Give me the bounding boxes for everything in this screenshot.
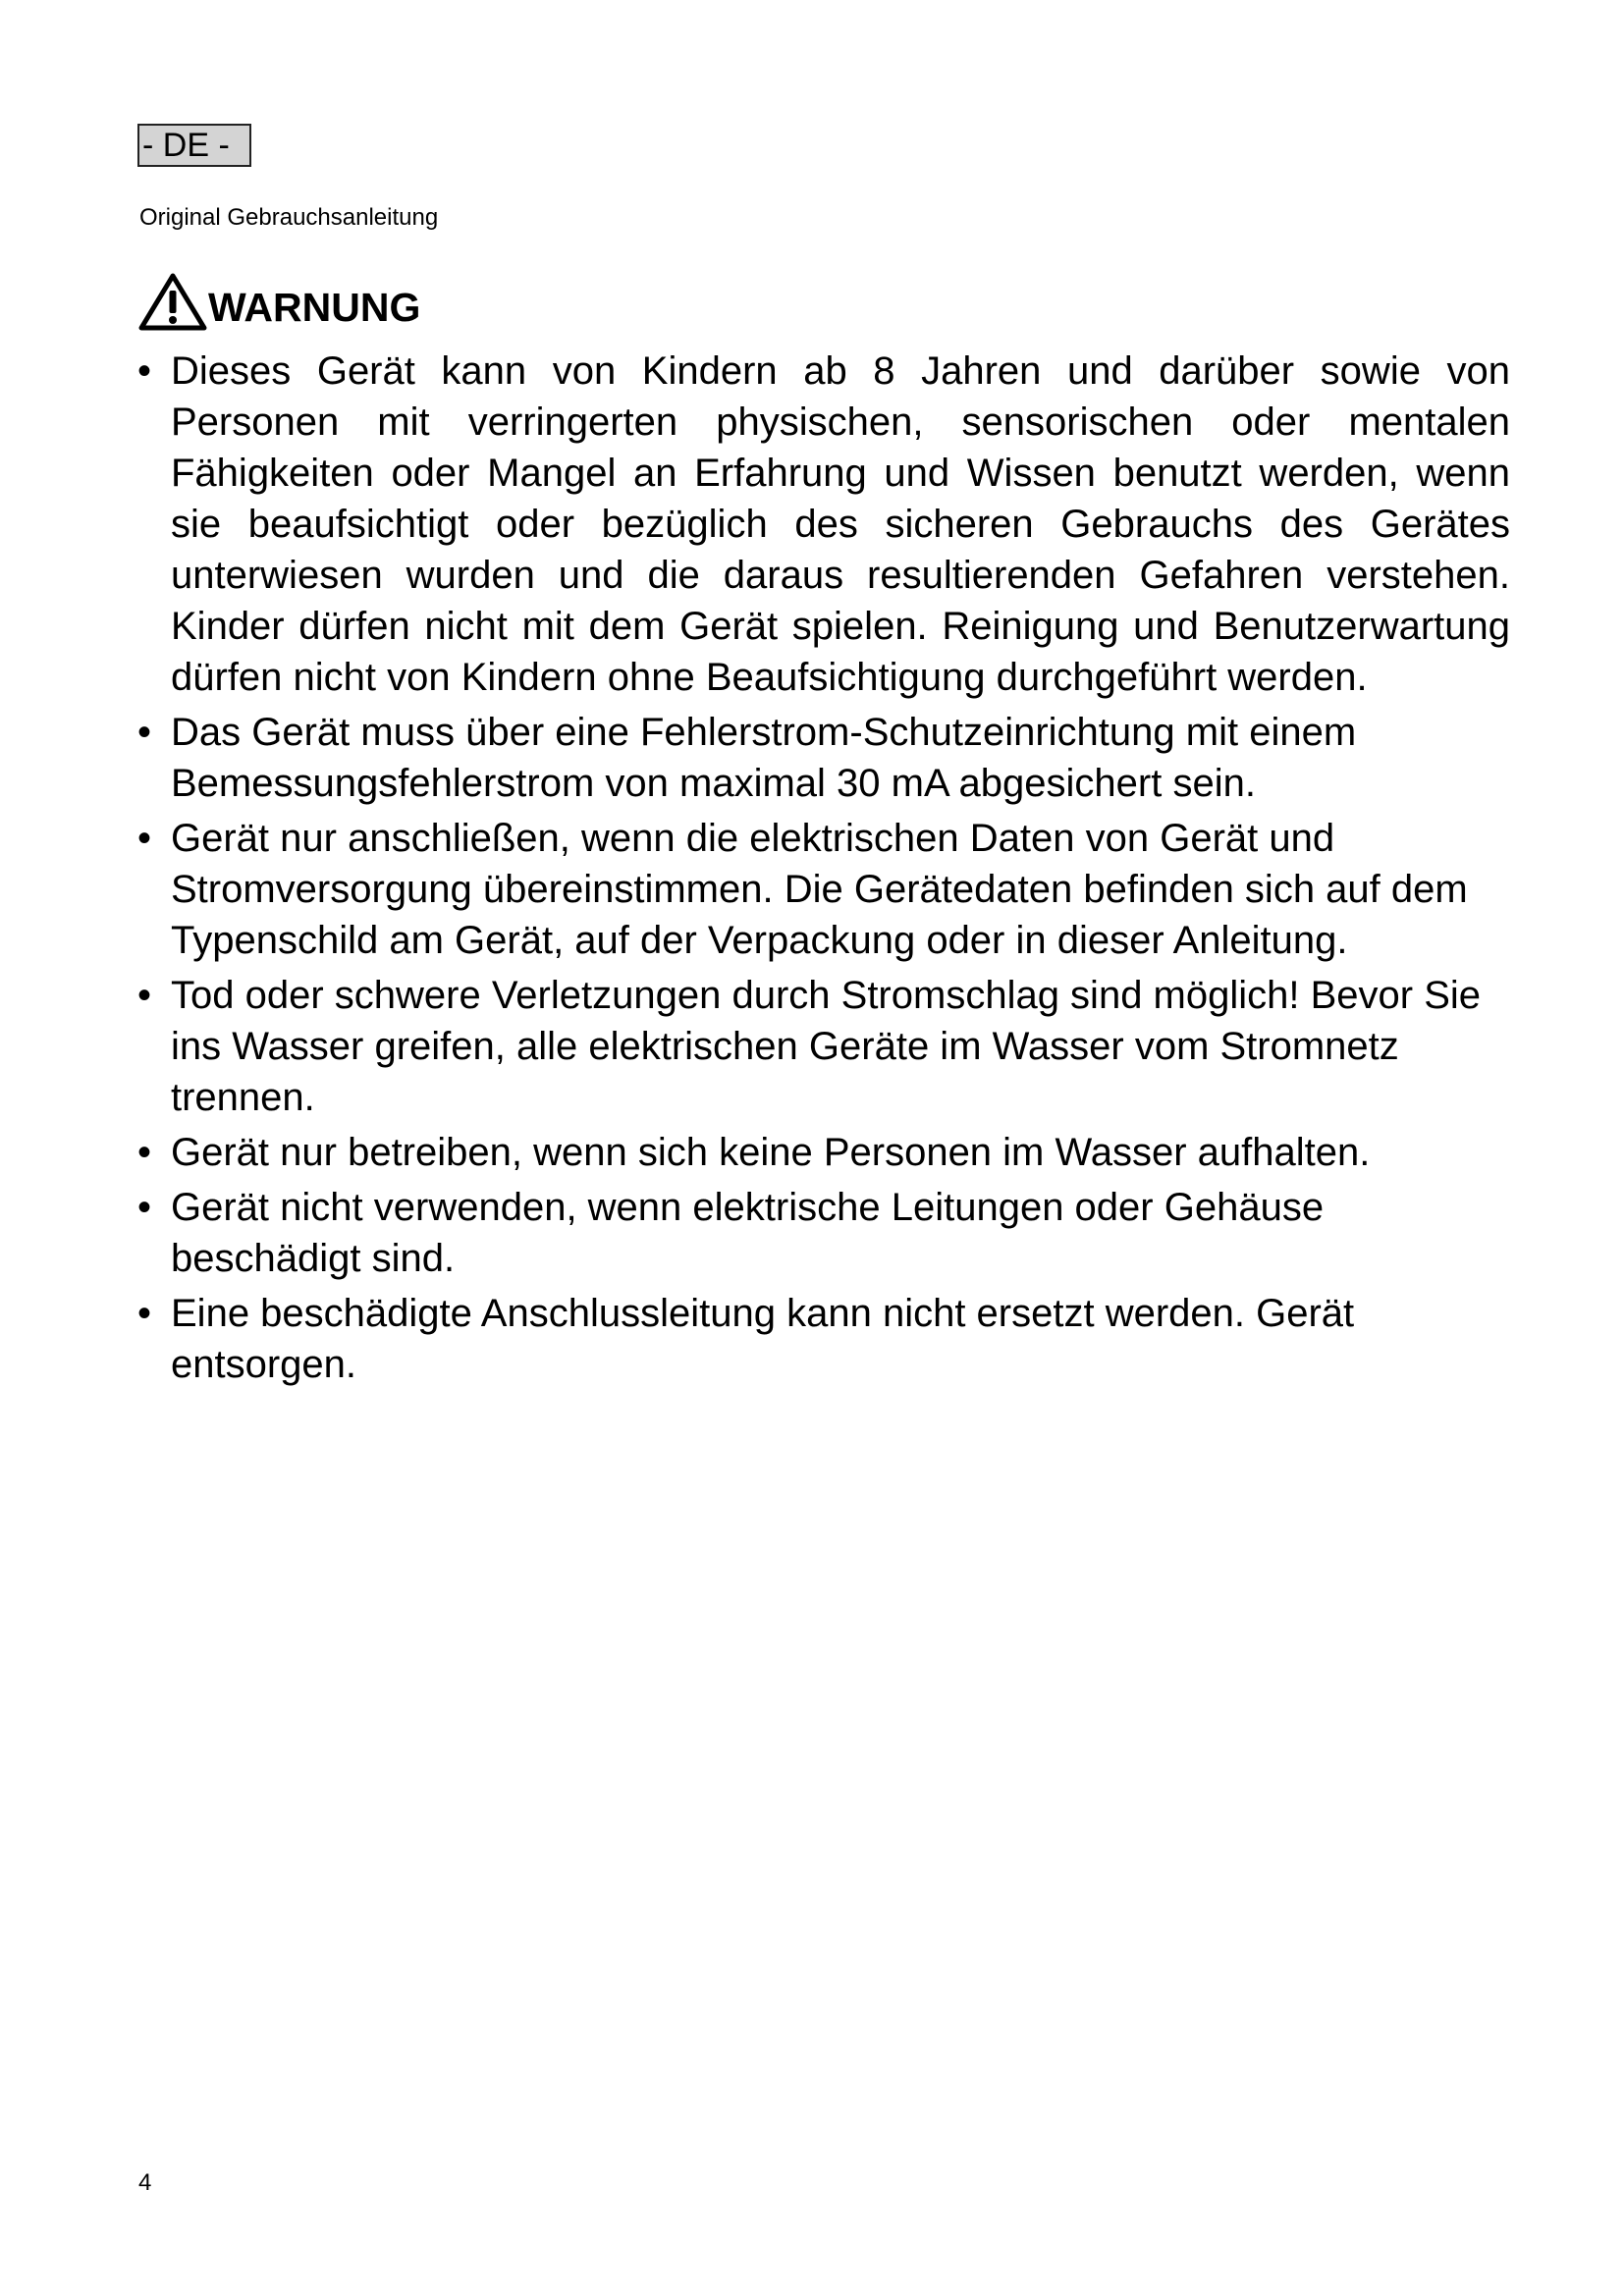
page-number: 4	[138, 2169, 152, 2196]
warning-item-text: Dieses Gerät kann von Kindern ab 8 Jahren und darüber sowie von Personen mit verringerten physischen, sensorischen oder mentalen Fähigkeiten oder Mangel an Erfahrung und Wissen benutzt werden, wenn sie beaufsichtigt oder bezüglich des sicheren Gebrauchs des Gerätes unterwiesen wurden und die daraus resultierenden Gefahren verstehen. Kinder dürfen nicht mit dem Gerät spielen. Reinigung und Benutzerwartung dürfen nicht von Kindern ohne Beaufsichtigung durchgeführt werden.	[171, 349, 1510, 699]
warning-item	[135, 1288, 1510, 1390]
warning-heading	[137, 265, 420, 334]
warning-item-text: Das Gerät muss über eine Fehlerstrom-Schutzeinrichtung mit einem Bemessungsfehlerstrom von maximal 30 mA abgesichert sein.	[171, 711, 1357, 805]
warning-item	[135, 346, 1510, 703]
warning-item	[135, 707, 1510, 809]
bullet-icon: •	[137, 974, 152, 1017]
warning-triangle-icon	[137, 271, 208, 334]
language-badge: - DE -	[137, 124, 251, 167]
warning-item-text: Gerät nur anschließen, wenn die elektrischen Daten von Gerät und Stromversorgung übereinstimmen. Die Gerätedaten befinden sich auf dem Typenschild am Gerät, auf der Verpackung oder in dieser Anleitung.	[171, 817, 1468, 962]
warning-item	[135, 1127, 1510, 1178]
bullet-icon: •	[137, 1131, 152, 1174]
bullet-icon: •	[137, 349, 152, 393]
bullet-icon: •	[137, 817, 152, 860]
warning-item	[135, 813, 1510, 966]
warning-item	[135, 970, 1510, 1123]
bullet-icon: •	[137, 1292, 152, 1335]
bullet-icon: •	[137, 1186, 152, 1229]
warning-item-text: Gerät nur betreiben, wenn sich keine Personen im Wasser aufhalten.	[171, 1131, 1371, 1174]
document-subtitle: Original Gebrauchsanleitung	[139, 204, 439, 231]
warning-item-text: Gerät nicht verwenden, wenn elektrische Leitungen oder Gehäuse beschädigt sind.	[171, 1186, 1325, 1280]
warning-title: WARNUNG	[208, 285, 421, 330]
warning-item-text: Tod oder schwere Verletzungen durch Stromschlag sind möglich! Bevor Sie ins Wasser greifen, alle elektrischen Geräte im Wasser vom Stromnetz trennen.	[171, 974, 1482, 1119]
warning-list	[135, 346, 1510, 1394]
warning-item-text: Eine beschädigte Anschlussleitung kann nicht ersetzt werden. Gerät entsorgen.	[171, 1292, 1355, 1386]
bullet-icon: •	[137, 711, 152, 754]
warning-item	[135, 1182, 1510, 1284]
